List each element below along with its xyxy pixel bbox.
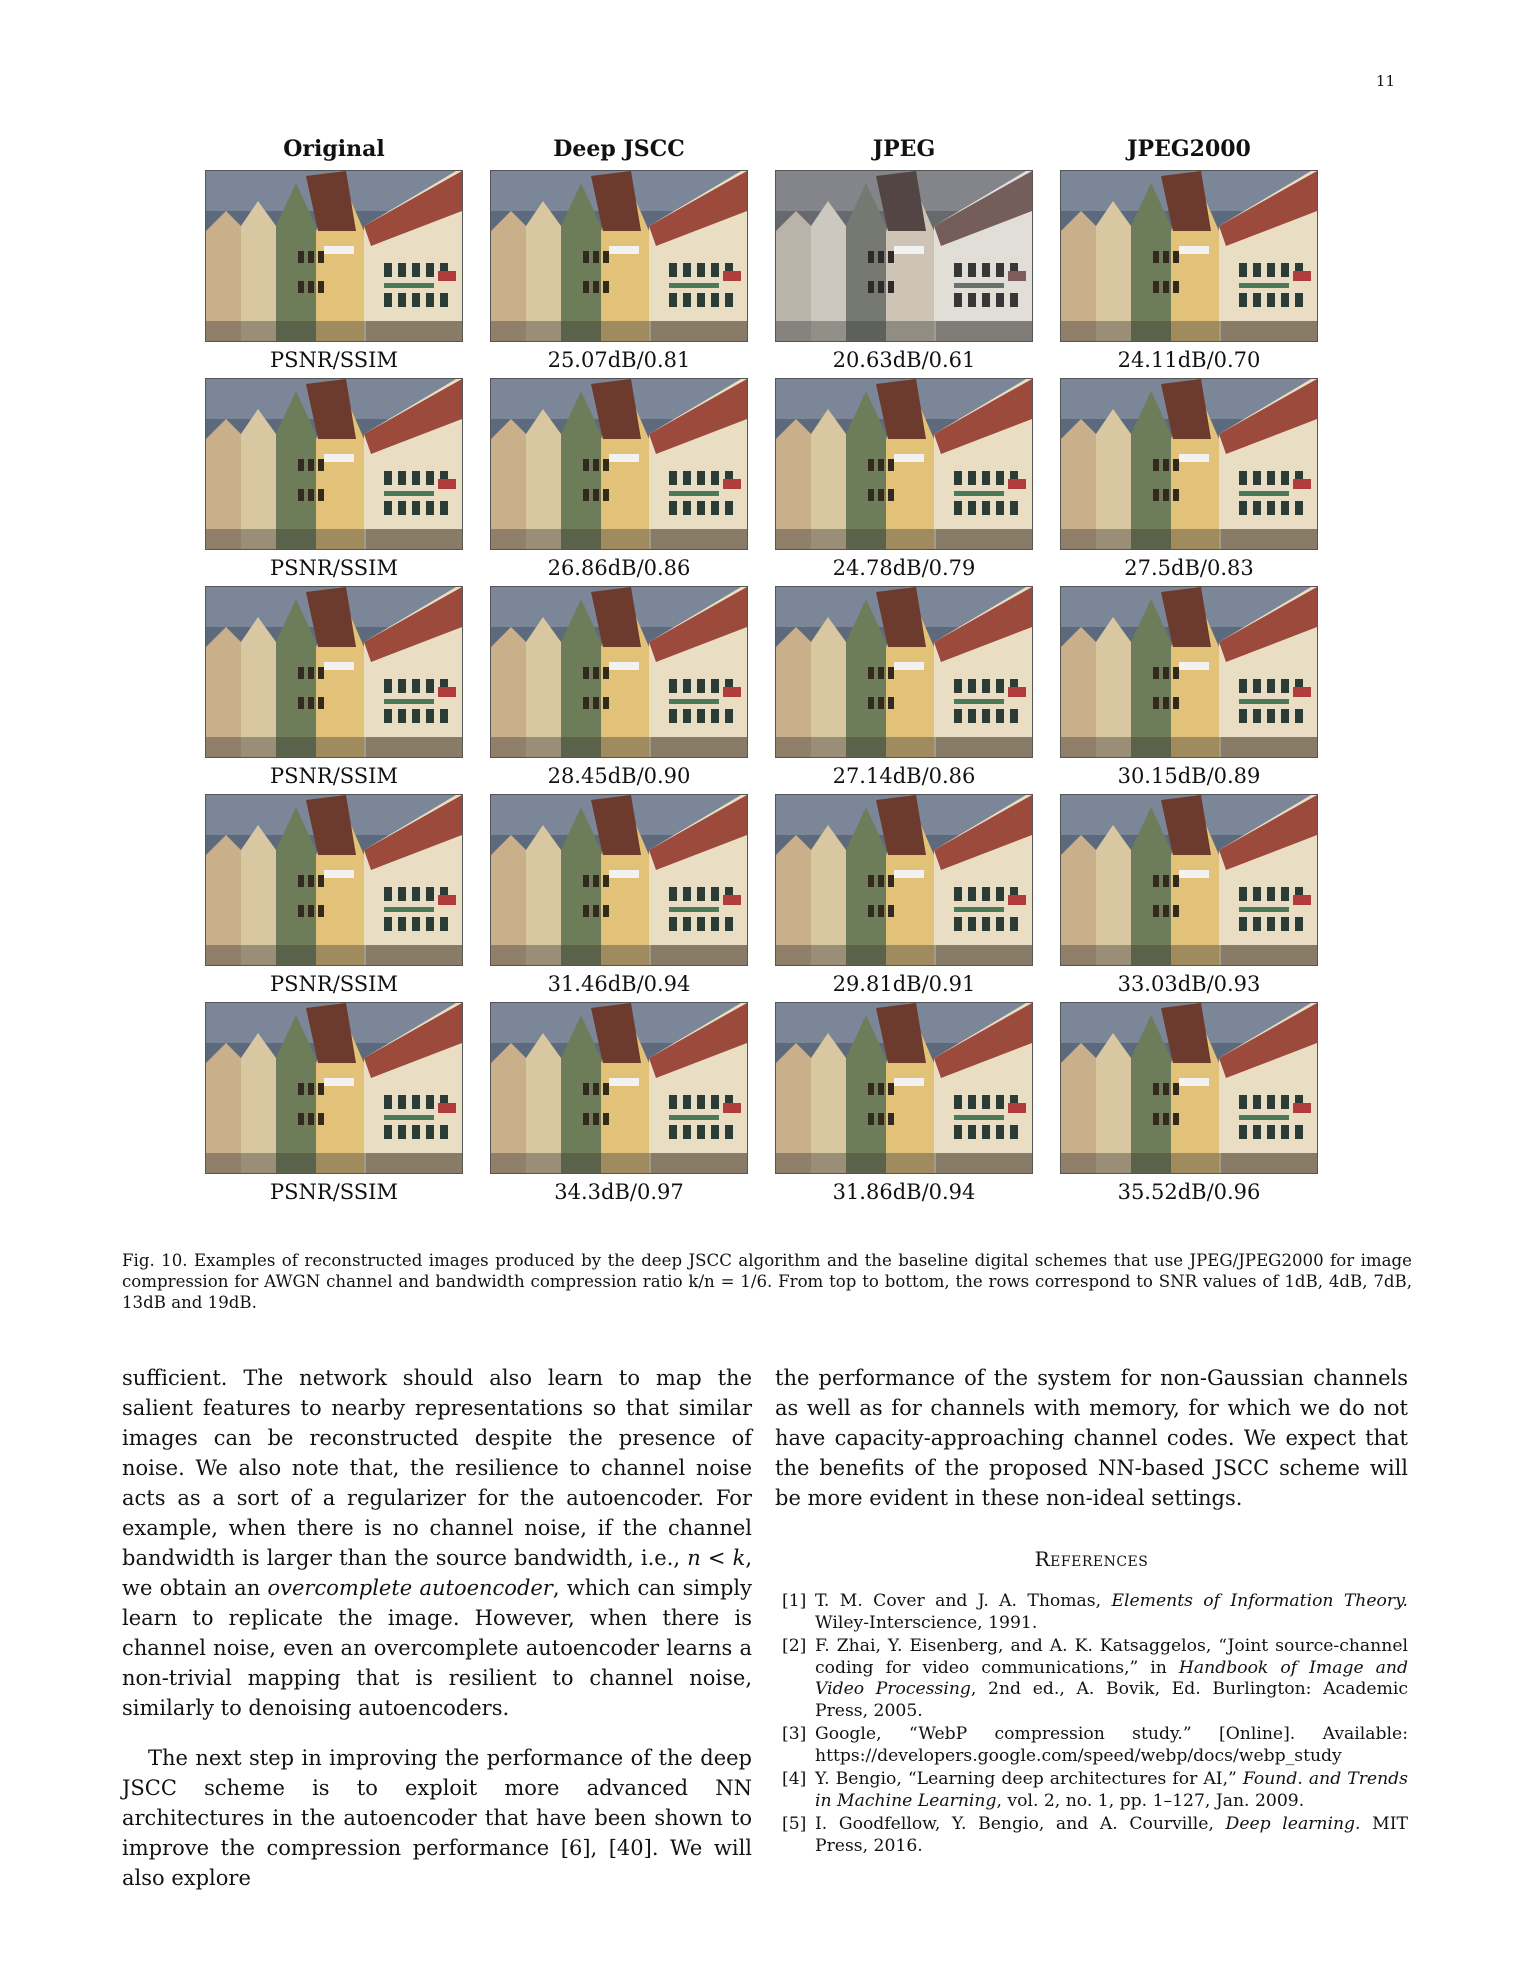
psnr-ssim-label: 33.03dB/0.93 — [1117, 972, 1261, 996]
column-header-deep-jscc: Deep JSCC — [553, 136, 685, 162]
psnr-ssim-label: 34.3dB/0.97 — [554, 1180, 684, 1204]
reference-number: [1] — [782, 1591, 807, 1611]
left-paragraph-1: sufficient. The network should also learn to map the salient features to nearby representations so that similar images can be reconstructed despite the presence of noise. We also note that, the resilience to channel noise acts as a sort of a regularizer for the autoencoder. For example, when there is no channel noise, if the channel bandwidth is larger than the source bandwidth, i.e., n < k, we obtain an overcomplete autoencoder, which can simply learn to replicate the image. However, when there is channel noise, even an overcomplete autoencoder learns a non-trivial mapping that is resilient to channel noise, similarly to denoising autoencoders. — [122, 1366, 752, 1720]
reference-number: [3] — [782, 1724, 807, 1744]
psnr-ssim-label: PSNR/SSIM — [270, 348, 398, 372]
right-column — [775, 1363, 1408, 1513]
reconstructed-image-jpeg2000 — [1060, 378, 1318, 550]
psnr-ssim-label: PSNR/SSIM — [270, 1180, 398, 1204]
column-header-jpeg: JPEG — [872, 136, 936, 162]
reconstructed-image-original — [205, 378, 463, 550]
column-header-jpeg2000: JPEG2000 — [1127, 136, 1251, 162]
reference-number: [5] — [782, 1814, 807, 1834]
reference-item: [5] I. Goodfellow, Y. Bengio, and A. Courville, Deep learning. MIT Press, 2016. — [782, 1814, 1408, 1856]
reconstructed-image-original — [205, 586, 463, 758]
reconstructed-image-deep-jscc — [490, 170, 748, 342]
reconstructed-image-jpeg2000 — [1060, 586, 1318, 758]
reference-item: [2] F. Zhai, Y. Eisenberg, and A. K. Katsaggelos, “Joint source-channel coding for video communications,” in Handbook of Image and Video Processing, 2nd ed., A. Bovik, Ed. Burlington: Academic Press, 2005. — [782, 1636, 1408, 1721]
reconstructed-image-jpeg — [775, 170, 1033, 342]
reference-number: [2] — [782, 1636, 807, 1656]
reconstructed-image-deep-jscc — [490, 1002, 748, 1174]
right-paragraph-1: the performance of the system for non-Gaussian channels as well as for channels with memory, for which we do not have capacity-approaching channel codes. We expect that the benefits of the proposed NN-based JSCC scheme will be more evident in these non-ideal settings. — [775, 1366, 1408, 1510]
reconstructed-image-deep-jscc — [490, 586, 748, 758]
reconstructed-image-original — [205, 170, 463, 342]
reconstructed-image-jpeg — [775, 586, 1033, 758]
reconstructed-image-deep-jscc — [490, 794, 748, 966]
figure-image-row — [0, 1002, 1530, 1174]
reconstructed-image-jpeg2000 — [1060, 794, 1318, 966]
figure-caption-row — [0, 1180, 1530, 1210]
reference-item: [4] Y. Bengio, “Learning deep architectures for AI,” Found. and Trends in Machine Learning, vol. 2, no. 1, pp. 1–127, Jan. 2009. — [782, 1769, 1408, 1811]
figure-caption-row — [0, 764, 1530, 794]
emphasis-overcomplete: overcomplete autoencoder — [267, 1576, 553, 1600]
psnr-ssim-label: PSNR/SSIM — [270, 972, 398, 996]
psnr-ssim-label: PSNR/SSIM — [270, 764, 398, 788]
left-column — [122, 1363, 752, 1893]
figure-caption-row — [0, 556, 1530, 586]
reference-item: [1] T. M. Cover and J. A. Thomas, Elements of Information Theory. Wiley-Interscience, 1991. — [782, 1591, 1408, 1633]
psnr-ssim-label: 31.86dB/0.94 — [832, 1180, 976, 1204]
psnr-ssim-label: 20.63dB/0.61 — [832, 348, 976, 372]
reconstructed-image-jpeg — [775, 378, 1033, 550]
figure-caption-row — [0, 972, 1530, 1002]
psnr-ssim-label: 27.5dB/0.83 — [1124, 556, 1254, 580]
reconstructed-image-jpeg — [775, 1002, 1033, 1174]
figure-column-headers — [0, 136, 1530, 166]
psnr-ssim-label: 28.45dB/0.90 — [547, 764, 691, 788]
psnr-ssim-label: PSNR/SSIM — [270, 556, 398, 580]
reference-number: [4] — [782, 1769, 807, 1789]
reconstructed-image-jpeg2000 — [1060, 1002, 1318, 1174]
reconstructed-image-jpeg2000 — [1060, 170, 1318, 342]
reconstructed-image-deep-jscc — [490, 378, 748, 550]
psnr-ssim-label: 24.78dB/0.79 — [832, 556, 976, 580]
page-number: 11 — [1375, 72, 1395, 90]
psnr-ssim-label: 30.15dB/0.89 — [1117, 764, 1261, 788]
psnr-ssim-label: 29.81dB/0.91 — [832, 972, 976, 996]
psnr-ssim-label: 35.52dB/0.96 — [1117, 1180, 1261, 1204]
reconstructed-image-jpeg — [775, 794, 1033, 966]
figure-image-row — [0, 794, 1530, 966]
reconstructed-image-original — [205, 794, 463, 966]
figure-image-row — [0, 170, 1530, 342]
figure-caption: Fig. 10. Examples of reconstructed images produced by the deep JSCC algorithm and the baseline digital schemes that use JPEG/JPEG2000 for image compression for AWGN channel and bandwidth compression ratio k/n = 1/6. From top to bottom, the rows correspond to SNR values of 1dB, 4dB, 7dB, 13dB and 19dB. — [122, 1251, 1412, 1312]
psnr-ssim-label: 25.07dB/0.81 — [547, 348, 691, 372]
column-header-original: Original — [283, 136, 385, 162]
left-paragraph-2: The next step in improving the performance of the deep JSCC scheme is to exploit more advanced NN architectures in the autoencoder that have been shown to improve the compression performance [6], [40]. We will also explore — [122, 1746, 752, 1890]
figure-image-row — [0, 378, 1530, 550]
figure-image-row — [0, 586, 1530, 758]
psnr-ssim-label: 31.46dB/0.94 — [547, 972, 691, 996]
figure-caption-row — [0, 348, 1530, 378]
references-list — [775, 1591, 1408, 1859]
psnr-ssim-label: 26.86dB/0.86 — [547, 556, 691, 580]
inline-math: n < k — [687, 1546, 746, 1570]
psnr-ssim-label: 27.14dB/0.86 — [832, 764, 976, 788]
psnr-ssim-label: 24.11dB/0.70 — [1117, 348, 1261, 372]
reference-item: [3] Google, “WebP compression study.” [Online]. Available: https://developers.google.com/speed/webp/docs/webp_study — [782, 1724, 1408, 1766]
references-heading: References — [1034, 1547, 1149, 1571]
reconstructed-image-original — [205, 1002, 463, 1174]
